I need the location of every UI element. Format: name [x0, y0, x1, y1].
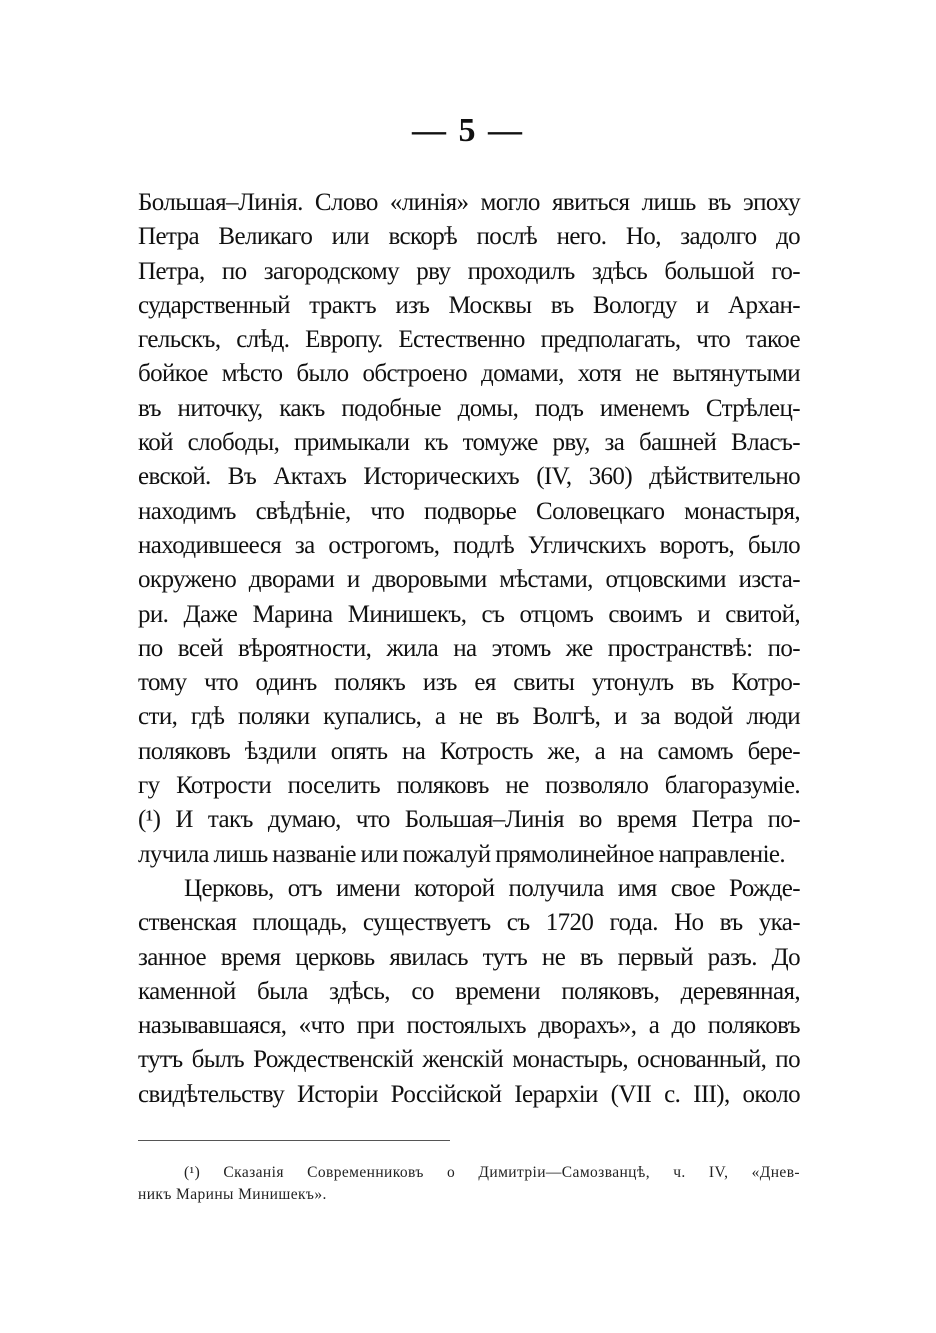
- text-line: Петра Великаго или вскорѣ послѣ него. Но, задолго до: [138, 223, 800, 251]
- text-line: тутъ былъ Рождественскій женскій монастырь, основанный, по: [138, 1046, 800, 1074]
- footnote-line: (¹) Сказанія Современниковъ о Димитріи—Самозванцѣ, ч. IV, «Днев-: [184, 1164, 800, 1181]
- text-line: (¹) И такъ думаю, что Большая–Линія во время Петра по-: [138, 806, 800, 834]
- text-line: Петра, по загородскому рву проходилъ здѣсь большой го-: [138, 257, 800, 285]
- text-line: ственская площадь, существуетъ съ 1720 года. Но въ ука-: [138, 909, 800, 937]
- text-line: гу Котрости поселить поляковъ не позволяло благоразуміе.: [138, 772, 800, 800]
- text-line: находившееся за острогомъ, подлѣ Угличскихъ воротъ, было: [138, 531, 800, 559]
- text-line: лучила лишь названіе или пожалуй прямолинейное направленіе.: [138, 840, 786, 868]
- footnote: [138, 1162, 800, 1206]
- body-text: [138, 186, 800, 1112]
- text-line: свидѣтельству Исторіи Россійской Іерархіи (VII с. III), около: [138, 1080, 800, 1108]
- page-number: — 5 —: [412, 112, 524, 149]
- footnote-divider: [138, 1140, 450, 1141]
- text-line: каменной была здѣсь, со времени поляковъ, деревянная,: [138, 977, 800, 1005]
- text-line: сти, гдѣ поляки купались, а не въ Волгѣ, и за водой люди: [138, 703, 800, 731]
- text-line: находимъ свѣдѣніе, что подворье Соловецкаго монастыря,: [138, 497, 800, 525]
- text-line: занное время церковь явилась тутъ не въ первый разъ. До: [138, 943, 800, 971]
- text-line: кой слободы, примыкали къ томуже рву, за башней Власъ-: [138, 429, 800, 457]
- text-line: евской. Въ Актахъ Историческихъ (IV, 360) дѣйствительно: [138, 463, 800, 491]
- text-line: окружено дворами и дворовыми мѣстами, отцовскими изста-: [138, 566, 800, 594]
- text-line: тому что одинъ полякъ изъ ея свиты утонулъ въ Котро-: [138, 669, 800, 697]
- text-line: гельскъ, слѣд. Европу. Естественно предполагать, что такое: [138, 326, 800, 354]
- footnote-line: никъ Марины Минишекъ».: [138, 1186, 327, 1203]
- text-line: называвшаяся, «что при постоялыхъ дворахъ», а до поляковъ: [138, 1012, 800, 1040]
- text-line: Большая–Линія. Слово «линія» могло явиться лишь въ эпоху: [138, 189, 800, 216]
- text-line: въ ниточку, какъ подобные домы, подъ именемъ Стрѣлец-: [138, 394, 800, 422]
- text-line: по всей вѣроятности, жила на этомъ же пространствѣ: по-: [138, 634, 800, 662]
- text-line: сударственный трактъ изъ Москвы въ Вологду и Архан-: [138, 291, 800, 319]
- text-line: поляковъ ѣздили опять на Котрость же, а на самомъ бере-: [138, 737, 800, 765]
- text-line: бойкое мѣсто было обстроено домами, хотя не вытянутыми: [138, 360, 800, 388]
- text-line: Церковь, отъ имени которой получила имя свое Рожде-: [184, 874, 800, 902]
- text-line: ри. Даже Марина Минишекъ, съ отцомъ своимъ и свитой,: [138, 600, 800, 628]
